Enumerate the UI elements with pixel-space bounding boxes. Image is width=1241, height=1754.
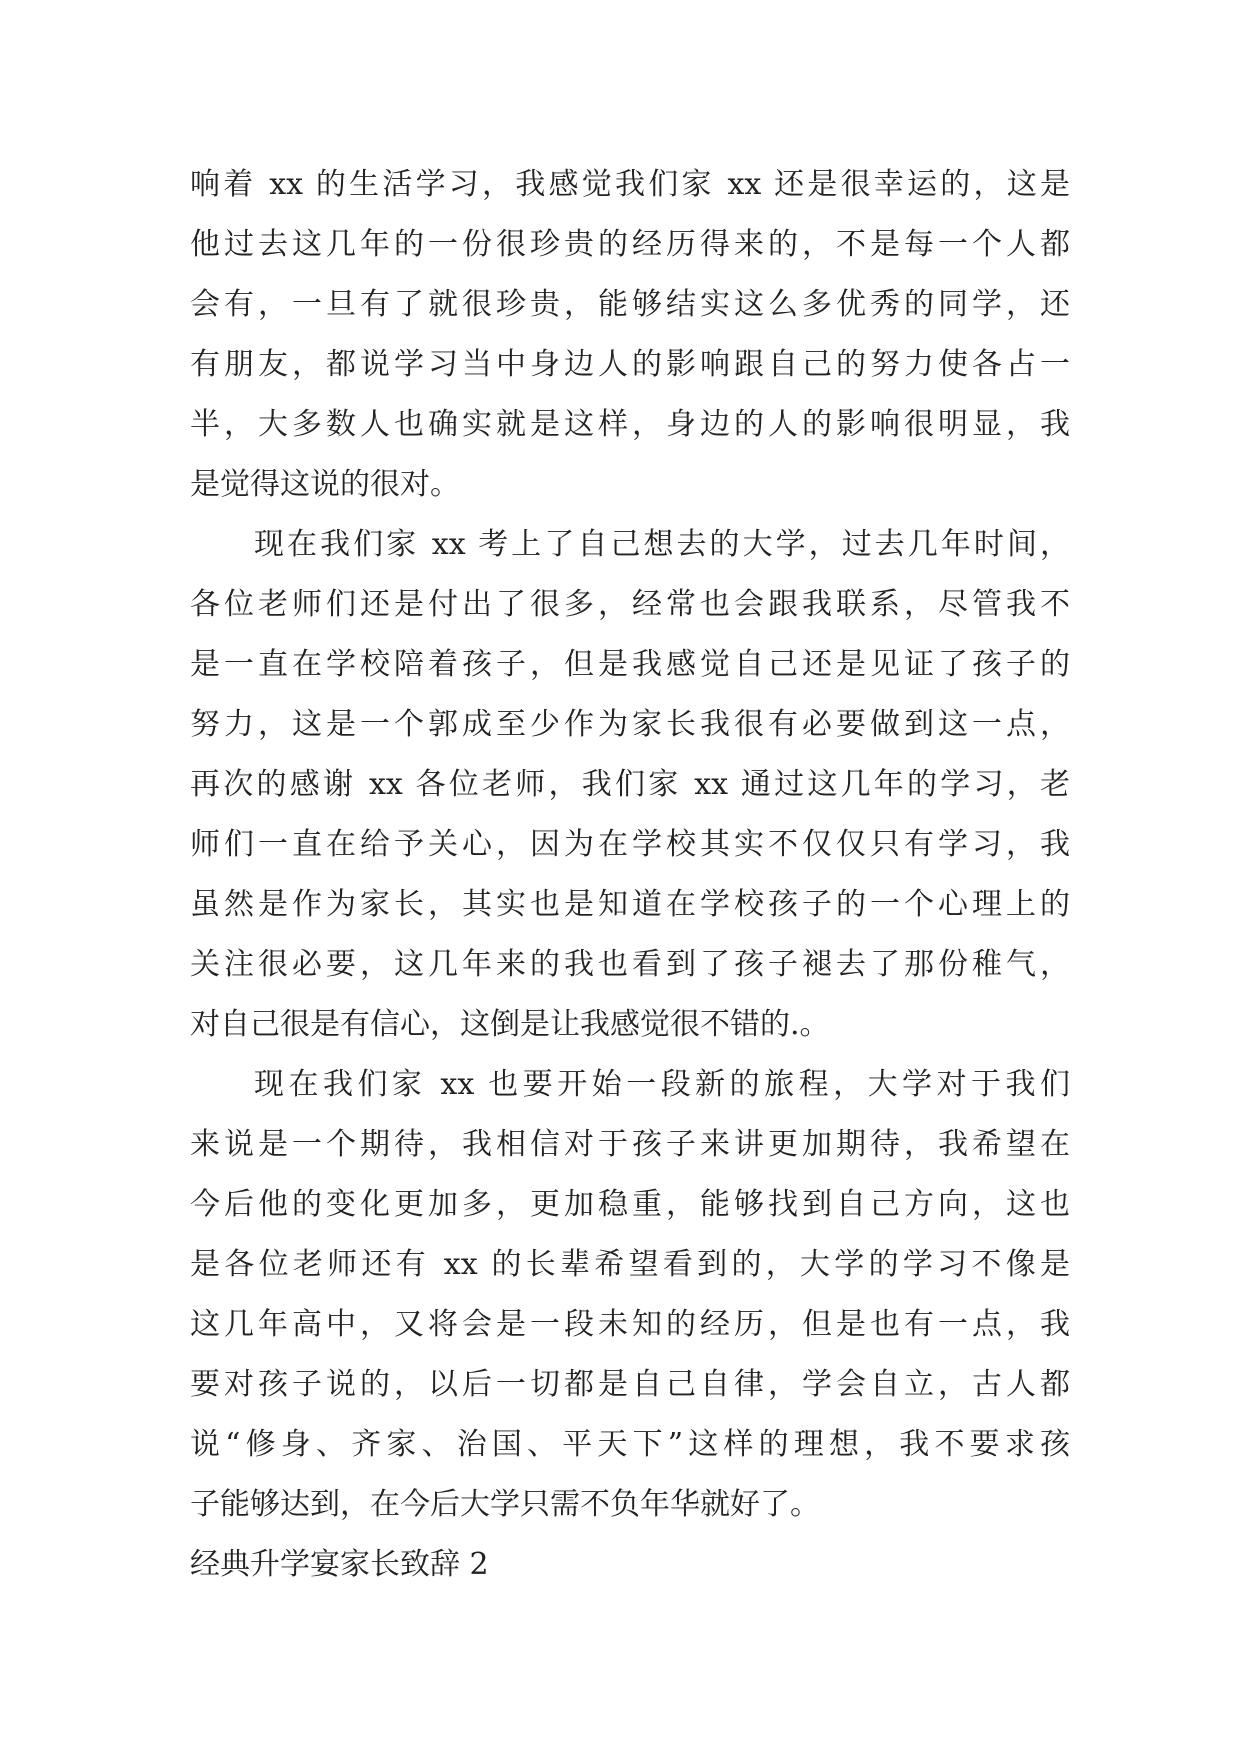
paragraph-3-line-3: 今后他的变化更加多，更加稳重，能够找到自己方向，这也: [190, 1187, 1070, 1222]
paragraph-3-line-1: 现在我们家 xx 也要开始一段新的旅程，大学对于我们: [254, 1067, 1070, 1102]
section-heading: 经典升学宴家长致辞 2: [190, 1547, 489, 1582]
paragraph-3-line-8: 子能够达到，在今后大学只需不负年华就好了。: [190, 1487, 820, 1522]
paragraph-1-line-1: 响着 xx 的生活学习，我感觉我们家 xx 还是很幸运的，这是: [190, 167, 1070, 202]
paragraph-2-line-6: 师们一直在给予关心，因为在学校其实不仅仅只有学习，我: [190, 827, 1070, 862]
paragraph-1-line-3: 会有，一旦有了就很珍贵，能够结实这么多优秀的同学，还: [190, 287, 1070, 322]
paragraph-2-line-2: 各位老师们还是付出了很多，经常也会跟我联系，尽管我不: [190, 587, 1070, 622]
paragraph-3-line-5: 这几年高中，又将会是一段未知的经历，但是也有一点，我: [190, 1307, 1070, 1342]
paragraph-1-line-6: 是觉得这说的很对。: [190, 467, 460, 502]
paragraph-3-line-4: 是各位老师还有 xx 的长辈希望看到的，大学的学习不像是: [190, 1247, 1070, 1282]
paragraph-2-line-9: 对自己很是有信心，这倒是让我感觉很不错的.。: [190, 1007, 830, 1042]
paragraph-2-line-3: 是一直在学校陪着孩子，但是我感觉自己还是见证了孩子的: [190, 647, 1070, 682]
paragraph-3-line-2: 来说是一个期待，我相信对于孩子来讲更加期待，我希望在: [190, 1127, 1070, 1162]
paragraph-2-line-4: 努力，这是一个郭成至少作为家长我很有必要做到这一点，: [190, 707, 1070, 742]
paragraph-1-line-4: 有朋友，都说学习当中身边人的影响跟自己的努力使各占一: [190, 347, 1070, 382]
paragraph-3-line-7: 说“修身、齐家、治国、平天下”这样的理想，我不要求孩: [190, 1427, 1070, 1462]
paragraph-3-line-6: 要对孩子说的，以后一切都是自己自律，学会自立，古人都: [190, 1367, 1070, 1402]
paragraph-2-line-7: 虽然是作为家长，其实也是知道在学校孩子的一个心理上的: [190, 887, 1070, 922]
paragraph-2-line-5: 再次的感谢 xx 各位老师，我们家 xx 通过这几年的学习，老: [190, 767, 1070, 802]
paragraph-1-line-5: 半，大多数人也确实就是这样，身边的人的影响很明显，我: [190, 407, 1070, 442]
paragraph-2-line-1: 现在我们家 xx 考上了自己想去的大学，过去几年时间，: [254, 527, 1070, 562]
paragraph-2-line-8: 关注很必要，这几年来的我也看到了孩子褪去了那份稚气，: [190, 947, 1070, 982]
paragraph-1-line-2: 他过去这几年的一份很珍贵的经历得来的，不是每一个人都: [190, 227, 1070, 262]
